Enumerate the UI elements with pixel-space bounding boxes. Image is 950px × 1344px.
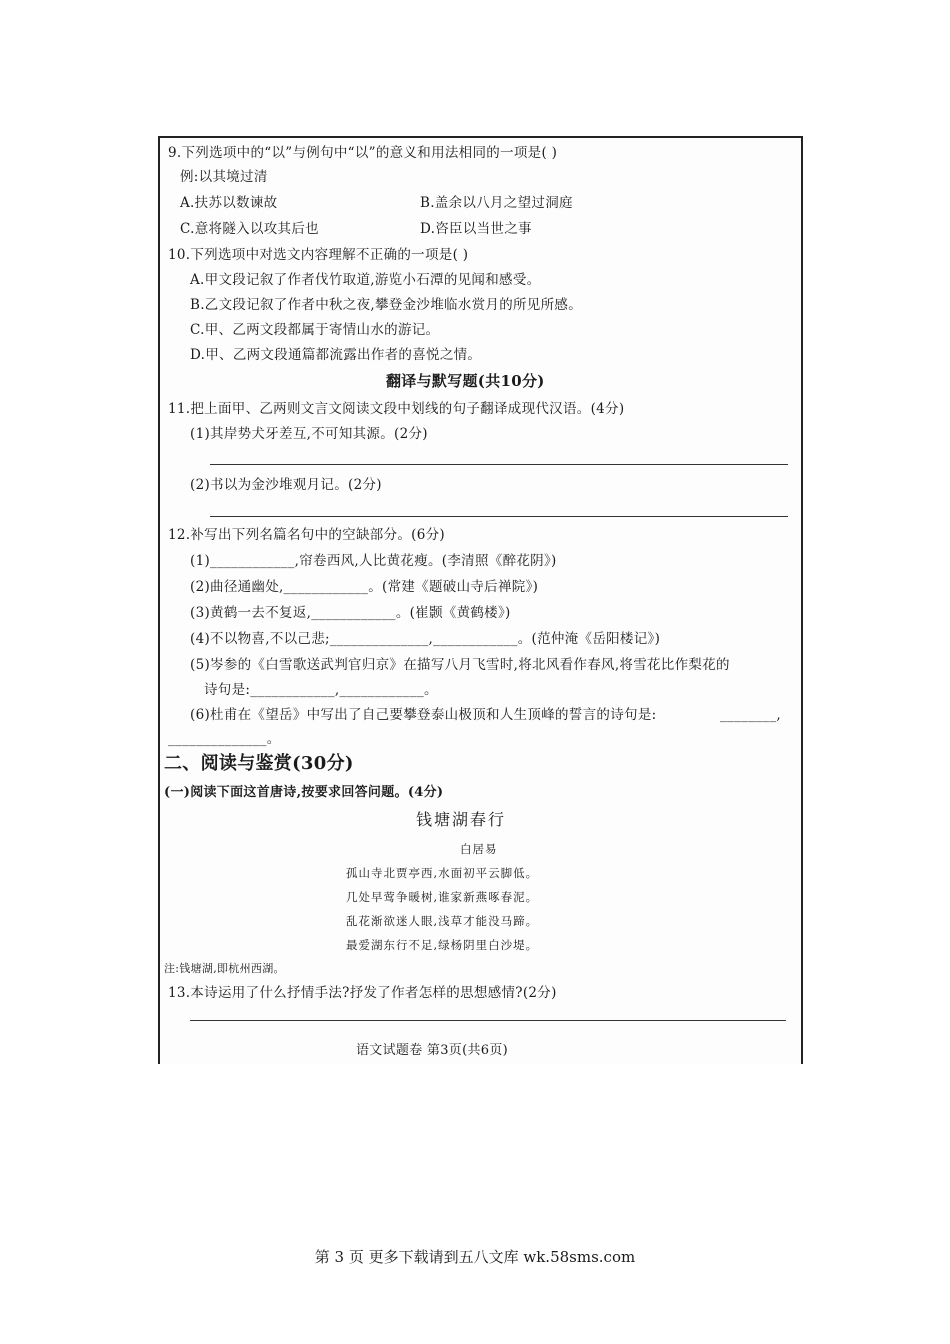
q12-item-5-answer: 诗句是:____________,____________。 [204,682,438,698]
q9-example: 例:以其境过清 [180,169,268,185]
poem-line-4: 最爱湖东行不足,绿杨阴里白沙堤。 [346,938,539,952]
page-footer: 语文试题卷 第3页(共6页) [356,1043,509,1058]
poem-line-1: 孤山寺北贾亭西,水面初平云脚低。 [346,866,539,880]
answer-line [190,1020,786,1021]
q9-option-b: B.盖余以八月之望过洞庭 [420,195,573,211]
answer-line [210,516,788,517]
q10-option-a: A.甲文段记叙了作者伐竹取道,游览小石潭的见闻和感受。 [190,272,541,288]
poem-title: 钱塘湖春行 [416,810,507,829]
q12-item-6-blank: ________, [720,707,781,723]
q11-sentence-1: (1)其岸势犬牙差互,不可知其源。(2分) [190,426,428,442]
q13-stem: 13.本诗运用了什么抒情手法?抒发了作者怎样的思想感情?(2分) [168,985,557,1001]
q12-stem: 12.补写出下列名篇名句中的空缺部分。(6分) [168,527,445,543]
q12-item-6: (6)杜甫在《望岳》中写出了自己要攀登泰山极顶和人生顶峰的誓言的诗句是: [190,707,657,723]
q10-option-c: C.甲、乙两文段都属于寄情山水的游记。 [190,322,440,338]
download-footer: 第 3 页 更多下载请到五八文库 wk.58sms.com [314,1248,636,1266]
q9-option-a: A.扶苏以数谏故 [180,195,278,211]
q12-item-1: (1)____________,帘卷西风,人比黄花瘦。(李清照《醉花阴》) [190,553,557,569]
q9-option-c: C.意将隧入以攻其后也 [180,221,319,237]
q12-item-5: (5)岑参的《白雪歌送武判官归京》在描写八月飞雪时,将北风看作春风,将雪花比作梨花的 [190,657,730,673]
poem-line-2: 几处早莺争暖树,谁家新燕啄春泥。 [346,890,539,904]
q11-stem: 11.把上面甲、乙两则文言文阅读文段中划线的句子翻译成现代汉语。(4分) [168,401,625,417]
q12-item-4: (4)不以物喜,不以己悲;______________,____________。(范仲淹《岳阳楼记》) [190,631,661,647]
q10-stem: 10.下列选项中对选文内容理解不正确的一项是( ) [168,247,469,263]
q9-option-d: D.咨臣以当世之事 [420,221,532,237]
reading-part-1: (一)阅读下面这首唐诗,按要求回答问题。(4分) [164,785,444,800]
q10-option-d: D.甲、乙两文段通篇都流露出作者的喜悦之情。 [190,347,482,363]
scanned-exam-page [158,136,803,1064]
section-2-heading: 二、阅读与鉴赏(30分) [164,753,354,774]
q10-option-b: B.乙文段记叙了作者中秋之夜,攀登金沙堆临水赏月的所见所感。 [190,297,583,313]
q9-stem: 9.下列选项中的“以”与例句中“以”的意义和用法相同的一项是( ) [168,145,558,161]
poem-note: 注:钱塘湖,即杭州西湖。 [164,962,285,975]
translate-heading: 翻译与默写题(共10分) [386,372,545,390]
poem-author: 白居易 [460,842,498,856]
q12-item-2: (2)曲径通幽处,____________。(常建《题破山寺后禅院》) [190,579,539,595]
q11-sentence-2: (2)书以为金沙堆观月记。(2分) [190,477,382,493]
q12-item-3: (3)黄鹤一去不复返,____________。(崔颢《黄鹤楼》) [190,605,511,621]
answer-line [210,464,788,465]
poem-line-3: 乱花渐欲迷人眼,浅草才能没马蹄。 [346,914,539,928]
q12-item-6-answer: ______________。 [168,731,281,747]
